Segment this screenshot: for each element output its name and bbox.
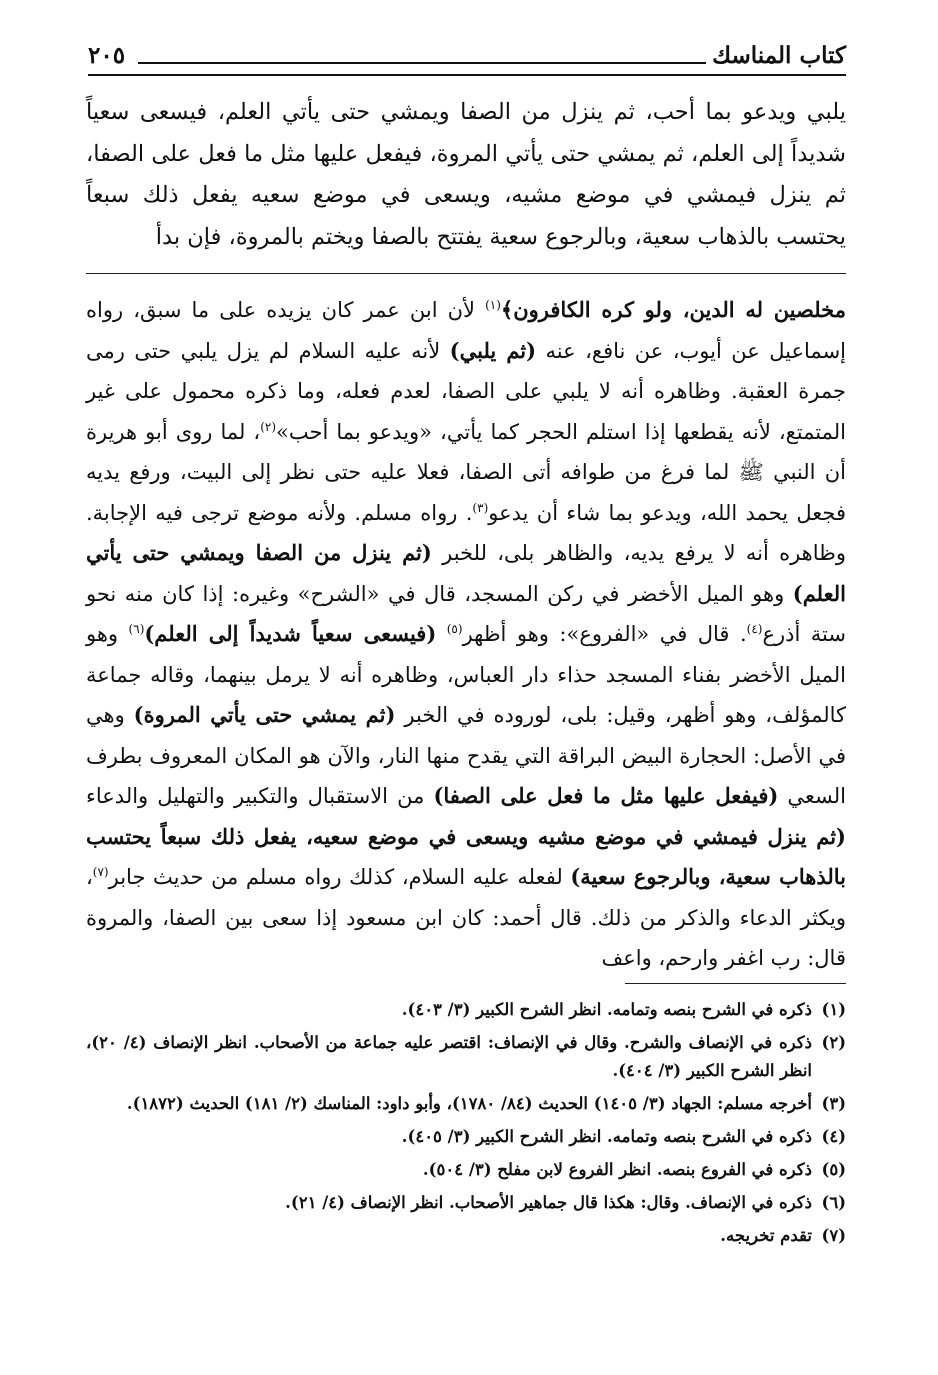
commentary-text: من الاستقبال والتكبير والتهليل والدعاء bbox=[86, 784, 434, 808]
footnote-number: (٢) bbox=[821, 1033, 846, 1052]
commentary-quote: (ثم ينزل من الصفا ويمشي حتى يأتي العلم) bbox=[86, 540, 846, 606]
footnote-ref: (١) bbox=[485, 298, 501, 312]
footnote-number: (٤) bbox=[821, 1127, 846, 1146]
footnotes bbox=[86, 996, 846, 1255]
page-number: ٢٠٥ bbox=[88, 42, 126, 69]
matn-paragraph: يلبي ويدعو بما أحب، ثم ينزل من الصفا ويمشي حتى يأتي العلم، فيسعى سعياً شديداً إلى العلم، ثم يمشي حتى يأتي المروة، فيفعل عليها مثل ما فعل على الصفا، ثم ينزل فيمشي في موضع مشيه، ويسعى في موضع سعيه يفعل ذلك سبعاً يحتسب بالذهاب سعية، وبالرجوع سعية يفتتح بالصفا ويختم بالمروة، فإن بدأ bbox=[86, 99, 846, 250]
commentary-text: لأن ابن عمر كان يزيده على ما سبق، رواه إسماعيل عن أيوب، عن نافع، عنه bbox=[86, 298, 846, 363]
commentary-quote: مخلصين له الدين، ولو كره الكافرون﴾ bbox=[500, 297, 846, 322]
footnote bbox=[86, 1090, 846, 1118]
page-header bbox=[88, 38, 846, 78]
footnote-ref: (٦) bbox=[128, 622, 145, 636]
commentary-text bbox=[436, 622, 446, 646]
footnote-text: تقدم تخريجه. bbox=[720, 1226, 812, 1245]
footnote bbox=[86, 1156, 846, 1184]
commentary-text: . رواه مسلم. ولأنه موضع ترجى فيه الإجابة. وظاهره أنه لا يرفع يديه، والظاهر بلى، للخبر bbox=[86, 500, 846, 565]
commentary-text: وهو الميل الأخضر بفناء المسجد حذاء دار العباس، وظاهره أنه لا يرمل بينهما، وقاله جماعة كالمؤلف، وهو أظهر، وقيل: بلى، لوروده في الخبر bbox=[86, 622, 847, 727]
header-underline bbox=[88, 74, 846, 76]
commentary-text: ، ويكثر الدعاء والذكر من ذلك. قال أحمد: كان ابن مسعود إذا سعى بين الصفا، والمروة قال: رب اغفر وارحم، واعف bbox=[86, 865, 846, 970]
commentary-quote: (ثم يلبي) bbox=[449, 337, 537, 363]
footnote-text: ذكره في الإنصاف والشرح. وقال في الإنصاف: اقتصر عليه جماعة من الأصحاب. انظر الإنصاف (٤/ ٢٠)، انظر الشرح الكبير (٣/ ٤٠٤). bbox=[86, 1033, 812, 1080]
footnote-ref: (٤) bbox=[746, 622, 763, 636]
footnote bbox=[86, 1189, 846, 1217]
footnote bbox=[86, 996, 846, 1024]
footnote bbox=[86, 1222, 846, 1250]
commentary-quote: (ثم ينزل فيمشي في موضع مشيه ويسعى في موضع سعيه، يفعل ذلك سبعاً يحتسب بالذهاب سعية، وبالرجوع سعية) bbox=[86, 823, 846, 889]
footnote-number: (١) bbox=[821, 1000, 846, 1019]
commentary-quote: (فيسعى سعياً شديداً إلى العلم) bbox=[144, 621, 437, 646]
commentary-text: . قال في «الفروع»: وهو أظهر bbox=[462, 622, 747, 646]
footnote-text: ذكره في الإنصاف. وقال: هكذا قال جماهير الأصحاب. انظر الإنصاف (٤/ ٢١). bbox=[285, 1193, 812, 1212]
footnote-text: أخرجه مسلم: الجهاد (٣/ ١٤٠٥) الحديث (٨٤/ ١٧٨٠)، وأبو داود: المناسك (٢/ ١٨١) الحديث (١٨٧٢). bbox=[126, 1094, 812, 1113]
chapter-title: كتاب المناسك bbox=[712, 42, 846, 69]
footnote-ref: (٥) bbox=[446, 622, 463, 636]
footnote bbox=[86, 1123, 846, 1151]
commentary-paragraph bbox=[86, 290, 846, 979]
footnote-ref: (٧) bbox=[92, 865, 109, 879]
commentary-text-block bbox=[86, 290, 846, 979]
matn-separator bbox=[86, 273, 846, 274]
footnote-text: ذكره في الشرح بنصه وتمامه. انظر الشرح الكبير (٣/ ٤٠٣). bbox=[401, 1000, 812, 1019]
commentary-text: لأنه عليه السلام لم يزل يلبي حتى رمى جمرة العقبة. وظاهره أنه لا يلبي على الصفا، لعدم فعله، وما ذكره محمول على غير المتمتع، لأنه يقطعها إذا استلم الحجر كما يأتي، «ويدعو بما أحب» bbox=[86, 338, 846, 444]
footnote-separator bbox=[625, 983, 846, 984]
footnote-text: ذكره في الفروع بنصه. انظر الفروع لابن مفلح (٣/ ٥٠٤). bbox=[422, 1160, 812, 1179]
commentary-text: لفعله عليه السلام، كذلك رواه مسلم من حديث جابر bbox=[108, 865, 571, 889]
footnote-number: (٧) bbox=[821, 1226, 846, 1245]
footnote-number: (٦) bbox=[821, 1193, 846, 1212]
header-rule bbox=[138, 62, 706, 64]
commentary-text: وهو الميل الأخضر في ركن المسجد، قال في «الشرح» وغيره: إذا كان منه نحو ستة أذرع bbox=[86, 581, 846, 646]
commentary-text: وهي في الأصل: الحجارة البيض البراقة التي يقدح منها النار، والآن هو المكان المعروف بطرف السعي bbox=[86, 703, 846, 808]
matn-text-block bbox=[86, 92, 846, 258]
commentary-quote: (فيفعل عليها مثل ما فعل على الصفا) bbox=[433, 783, 779, 808]
footnote-number: (٣) bbox=[821, 1094, 846, 1113]
footnote-ref: (٢) bbox=[260, 419, 277, 434]
footnote-ref: (٣) bbox=[472, 500, 489, 515]
commentary-text: ، لما روى أبو هريرة أن النبي ﷺ لما فرغ من طوافه أتى الصفا، فعلا عليه حتى نظر إلى البيت، ورفع يديه فجعل يحمد الله، ويدعو بما شاء أن يدعو bbox=[86, 419, 846, 525]
footnote-number: (٥) bbox=[821, 1160, 846, 1179]
footnote bbox=[86, 1029, 846, 1085]
footnote-text: ذكره في الشرح بنصه وتمامه. انظر الشرح الكبير (٣/ ٤٠٥). bbox=[401, 1127, 812, 1146]
commentary-quote: (ثم يمشي حتى يأتي المروة) bbox=[133, 702, 396, 727]
